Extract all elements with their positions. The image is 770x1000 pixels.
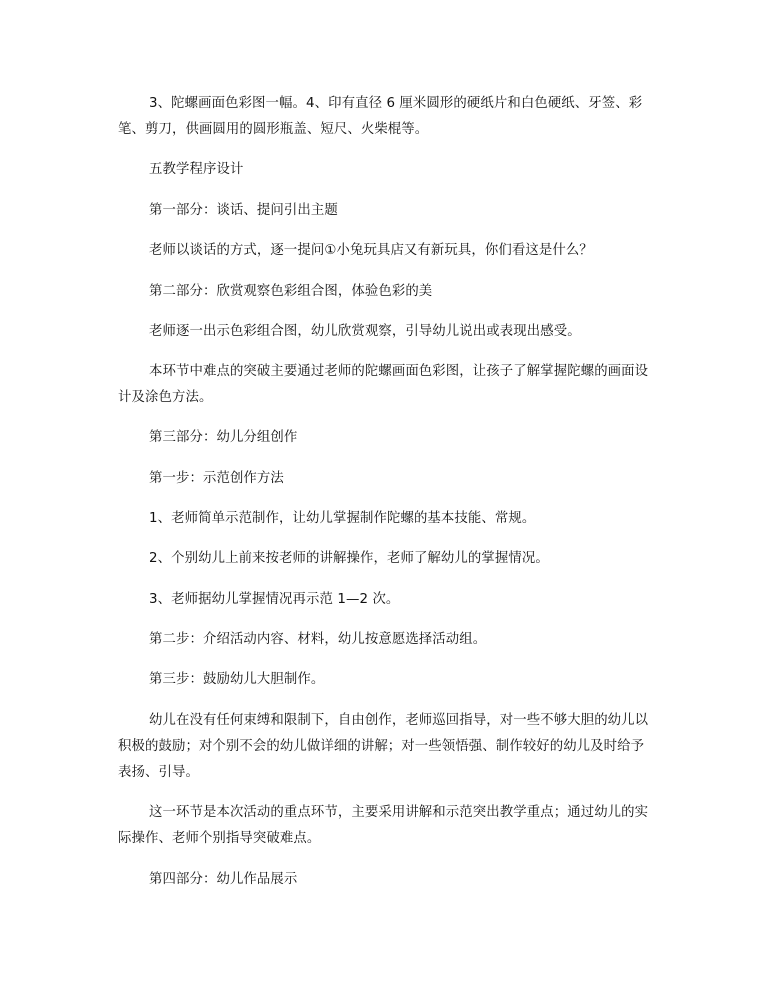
section-heading-teaching-procedure: 五教学程序设计: [149, 162, 244, 177]
step-one-item-3: 3、老师据幼儿掌握情况再示范 1—2 次。: [149, 592, 400, 607]
part-one-heading: 第一部分：谈话、提问引出主题: [149, 203, 338, 218]
materials-paragraph: 3、陀螺画面色彩图一幅。4、印有直径 6 厘米圆形的硬纸片和白色硬纸、牙签、彩笔、剪刀，供画圆用的圆形瓶盖、短尺、火柴棍等。: [118, 96, 643, 137]
step-one-item-1: 1、老师简单示范制作，让幼儿掌握制作陀螺的基本技能、常规。: [149, 511, 536, 526]
free-creation-paragraph: 幼儿在没有任何束缚和限制下，自由创作，老师巡回指导，对一些不够大胆的幼儿以积极的鼓励；对个别不会的幼儿做详细的讲解；对一些领悟强、制作较好的幼儿及时给予表扬、引导。: [118, 713, 649, 780]
key-segment-paragraph: 这一环节是本次活动的重点环节，主要采用讲解和示范突出教学重点；通过幼儿的实际操作、老师个别指导突破难点。: [118, 805, 649, 846]
step-two-paragraph: 第二步：介绍活动内容、材料，幼儿按意愿选择活动组。: [149, 632, 487, 647]
difficulty-paragraph: 本环节中难点的突破主要通过老师的陀螺画面色彩图，让孩子了解掌握陀螺的画面设计及涂色方法。: [118, 364, 649, 405]
part-two-heading: 第二部分：欣赏观察色彩组合图，体验色彩的美: [149, 284, 433, 299]
part-two-paragraph: 老师逐一出示色彩组合图，幼儿欣赏观察，引导幼儿说出或表现出感受。: [149, 324, 581, 339]
part-one-paragraph: 老师以谈话的方式，逐一提问①小兔玩具店又有新玩具，你们看这是什么？: [149, 243, 593, 258]
step-three-heading: 第三步：鼓励幼儿大胆制作。: [149, 672, 325, 687]
part-four-heading: 第四部分：幼儿作品展示: [149, 872, 298, 887]
part-three-heading: 第三部分：幼儿分组创作: [149, 430, 298, 445]
step-one-heading: 第一步：示范创作方法: [149, 471, 284, 486]
step-one-item-2: 2、个别幼儿上前来按老师的讲解操作，老师了解幼儿的掌握情况。: [149, 551, 549, 566]
